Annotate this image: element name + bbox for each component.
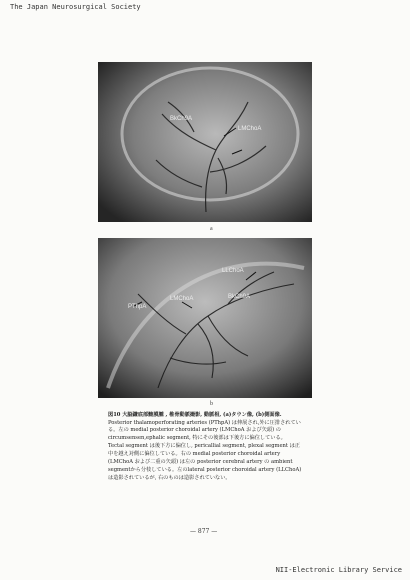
figure-caption — [108, 412, 308, 483]
label-llchoa-b: LLChoA — [222, 268, 244, 274]
angiogram-a-image — [98, 62, 312, 222]
label-pthpa-b: PThpA — [128, 304, 147, 310]
caption-line: 中を越え対側に偏位している。右の medial posterior choroidal artery — [108, 451, 281, 457]
label-lmchoa-b: LMChoA — [170, 296, 194, 302]
society-header: The Japan Neurosurgical Society — [10, 3, 141, 11]
caption-line: は造影されているが, 右のものは造影されていない。 — [108, 475, 231, 481]
page-number: — 877 — — [190, 528, 218, 535]
caption-line: (LMChoA および二重の矢頭) は左の posterior cerebral artery の ambient — [108, 459, 293, 465]
panel-label-a: a — [210, 226, 213, 232]
caption-line: segmentから分枝している。左のlateral posterior choroidal artery (LLChoA) — [108, 467, 302, 473]
angiogram-figure-a — [98, 62, 312, 222]
angiogram-b-image — [98, 238, 312, 398]
angiogram-figure-b — [98, 238, 312, 398]
caption-line: Tectal segment は後下方に偏位し, pericallial segment, plexal segment は正 — [108, 443, 300, 449]
caption-title: 図10 大脳鎌底部髄膜腫 , 椎骨動脈撮影, 動脈相, (a)タウン像, (b)側面像. — [108, 412, 282, 418]
library-footer: NII-Electronic Library Service — [275, 566, 402, 574]
label-bkch9a-a: BkCh9A — [170, 116, 193, 122]
panel-label-b: b — [210, 401, 213, 407]
label-lmchoa-a: LMChoA — [238, 126, 262, 132]
label-bkch9a-b: BkCh9A — [228, 294, 251, 300]
caption-line: circumsensen,ephalic segment, 特にその後部は下後方に偏位している。 — [108, 435, 286, 441]
caption-line: Posterior thalamoperforating arteries (PThpA) は伸展され,外に圧排されている。左の medial posterior choroidal artery (LMChoA および矢頭) の — [108, 420, 301, 433]
